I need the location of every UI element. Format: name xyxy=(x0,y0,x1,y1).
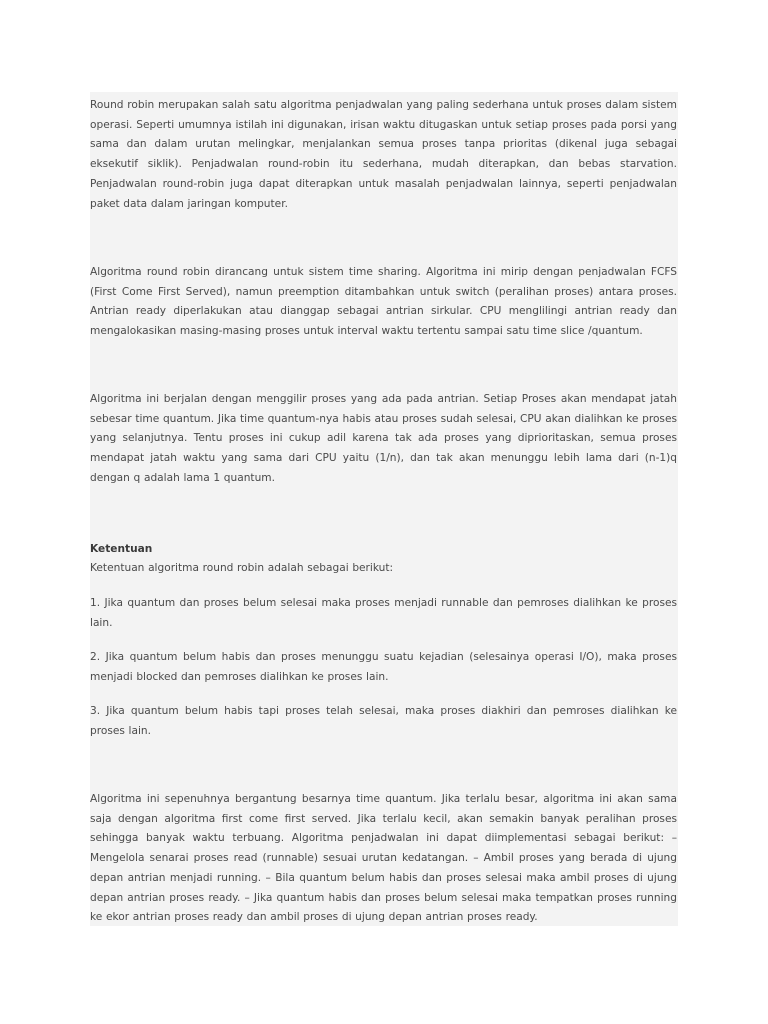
ketentuan-item-1: 1. Jika quantum dan proses belum selesai maka proses menjadi runnable dan pemroses dialihkan ke proses lain. xyxy=(90,597,677,629)
paragraph-design: Algoritma round robin dirancang untuk sistem time sharing. Algoritma ini mirip dengan penjadwalan FCFS (First Come First Served), namun preemption ditambahkan untuk switch (peralihan proses) antara proses. Antrian ready diperlakukan atau dianggap sebagai antrian sirkular. CPU menglilingi antrian ready dan mengalokasikan masing-masing proses untuk interval waktu tertentu sampai satu time slice /quantum. xyxy=(90,266,677,338)
ketentuan-item-2: 2. Jika quantum belum habis dan proses menunggu suatu kejadian (selesainya operasi I/O), maka proses menjadi blocked dan pemroses dialihkan ke proses lain. xyxy=(90,651,677,683)
paragraph-mechanism: Algoritma ini berjalan dengan menggilir proses yang ada pada antrian. Setiap Proses akan mendapat jatah sebesar time quantum. Jika time quantum-nya habis atau proses sudah selesai, CPU akan dialihkan ke proses yang selanjutnya. Tentu proses ini cukup adil karena tak ada proses yang diprioritaskan, semua proses mendapat jatah waktu yang sama dari CPU yaitu (1/n), dan tak akan menunggu lebih lama dari (n-1)q dengan q adalah lama 1 quantum. xyxy=(90,393,677,484)
section-heading-ketentuan: Ketentuan xyxy=(90,543,153,555)
paragraph-closing: Algoritma ini sepenuhnya bergantung besarnya time quantum. Jika terlalu besar, algoritma ini akan sama saja dengan algoritma first come first served. Jika terlalu kecil, akan semakin banyak peralihan proses sehingga banyak waktu terbuang. Algoritma penjadwalan ini dapat diimplementasi sebagai berikut: – Mengelola senarai proses read (runnable) sesuai urutan kedatangan. – Ambil proses yang berada di ujung depan antrian menjadi running. – Bila quantum belum habis dan proses selesai maka ambil proses di ujung depan antrian proses ready. – Jika quantum habis dan proses belum selesai maka tempatkan proses running ke ekor antrian proses ready dan ambil proses di ujung depan antrian proses ready. xyxy=(90,793,677,924)
ketentuan-item-3: 3. Jika quantum belum habis tapi proses telah selesai, maka proses diakhiri dan pemroses dialihkan ke proses lain. xyxy=(90,705,677,737)
ketentuan-intro: Ketentuan algoritma round robin adalah sebagai berikut: xyxy=(90,562,394,574)
paragraph-intro: Round robin merupakan salah satu algoritma penjadwalan yang paling sederhana untuk proses dalam sistem operasi. Seperti umumnya istilah ini digunakan, irisan waktu ditugaskan untuk setiap proses pada porsi yang sama dan dalam urutan melingkar, menjalankan semua proses tanpa prioritas (dikenal juga sebagai eksekutif siklik). Penjadwalan round-robin itu sederhana, mudah diterapkan, dan bebas starvation. Penjadwalan round-robin juga dapat diterapkan untuk masalah penjadwalan lainnya, seperti penjadwalan paket data dalam jaringan komputer. xyxy=(90,99,677,210)
